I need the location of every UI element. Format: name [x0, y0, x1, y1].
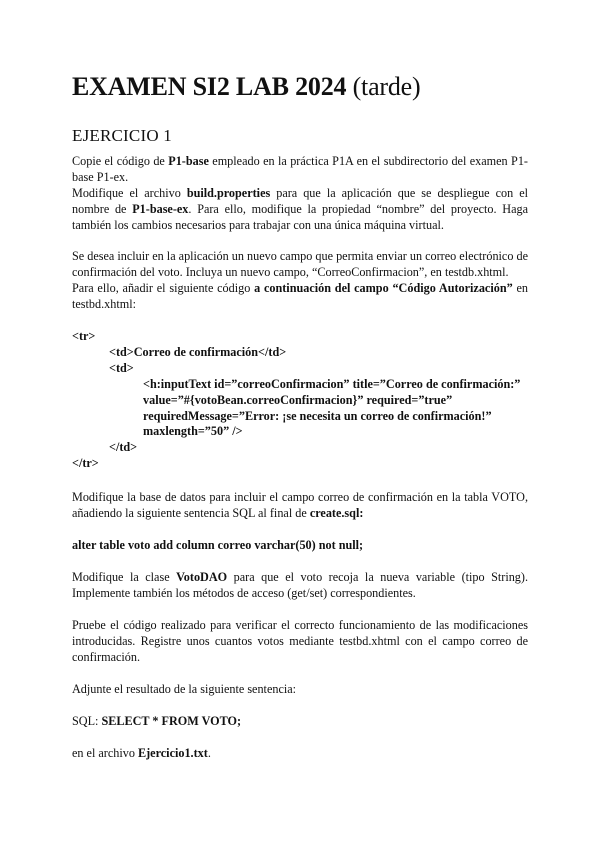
paragraph-copy-code [72, 154, 528, 234]
file-line [72, 746, 528, 762]
text-run: para que la aplicación que se despliegue con el nombre de [72, 185, 528, 216]
text-run: empleado en la práctica P1A en el subdirectorio del examen P1-base P1-ex. [72, 154, 528, 184]
paragraph-line: Adjunte el resultado de la siguiente sentencia: [72, 682, 297, 696]
bold-run: P1-base-ex [132, 201, 189, 216]
bold-run: SELECT * FROM VOTO; [101, 714, 242, 728]
code-line: <td>Correo de confirmación</td> [109, 344, 287, 359]
exercise-heading: EJERCICIO 1 [72, 126, 172, 145]
bold-run: VotoDAO [176, 570, 228, 584]
text-run: Modifique la clase [72, 570, 177, 584]
text-run: para que el voto recoja la nueva variable (tipo String). Implemente también los métodos de acceso (get/set) correspondientes. [72, 570, 528, 600]
bold-run: a continuación del campo “Código Autorización” [254, 280, 513, 295]
paragraph-line [72, 186, 528, 234]
code-line: value=”#{votoBean.correoConfirmacion}” required=”true” [143, 392, 453, 407]
paragraph-line [72, 570, 528, 602]
text-run: Modifique la base de datos para incluir el campo correo de confirmación en la tabla VOTO, añadiendo la siguiente sentencia SQL al final de [72, 490, 528, 520]
code-line: <td> [109, 360, 134, 375]
paragraph-database [72, 490, 528, 522]
paragraph-test [72, 618, 528, 666]
paragraph-votodao [72, 570, 528, 602]
bold-run: build.properties [186, 185, 271, 200]
code-line: maxlength=”50” /> [143, 424, 243, 439]
exam-title-bold: EXAMEN SI2 LAB 2024 [72, 72, 347, 101]
text-run: SQL: [72, 714, 102, 728]
bold-run: P1-base [168, 154, 209, 168]
bold-run: create.sql: [309, 505, 364, 520]
paragraph-line: Pruebe el código realizado para verificar el correcto funcionamiento de las modificaciones introducidas. Registre unos cuantos votos mediante testbd.xhtml con el campo correo de confirmación. [72, 618, 528, 664]
text-run: . [207, 746, 211, 760]
sql-statement [72, 538, 528, 554]
text-run: Modifique el archivo [72, 185, 187, 200]
code-line: requiredMessage=”Error: ¡se necesita un correo de confirmación!” [143, 408, 492, 423]
text-run: . Para ello, modifique la propiedad “nombre” del proyecto. Haga también los cambios necesarios para trabajar con una única máquina virtual. [72, 201, 529, 232]
paragraph-new-field [72, 249, 528, 313]
paragraph-line [72, 281, 528, 313]
sql-query-line [72, 714, 528, 730]
code-line: </tr> [72, 456, 99, 471]
code-line: </td> [109, 440, 138, 455]
exam-title-rest: (tarde) [346, 72, 421, 101]
paragraph-line [72, 490, 528, 522]
paragraph-attach [72, 682, 528, 698]
text-run: en el archivo [72, 746, 138, 760]
exam-title [72, 72, 420, 102]
paragraph-line: Se desea incluir en la aplicación un nuevo campo que permita enviar un correo electrónico de confirmación del voto. Incluya un nuevo campo, “CorreoConfirmacion”, en testdb.xhtml. [72, 249, 528, 279]
text-run: Para ello, añadir el siguiente código [72, 280, 255, 295]
code-line: <tr> [72, 329, 96, 343]
code-block [72, 329, 520, 472]
sql-statement-text: alter table voto add column correo varchar(50) not null; [72, 538, 364, 552]
code-line: <h:inputText id=”correoConfirmacion” title=”Correo de confirmación:” [143, 376, 521, 391]
paragraph-line [72, 154, 528, 186]
bold-run: Ejercicio1.txt [137, 746, 208, 760]
text-run: Copie el código de [72, 154, 169, 168]
text-run: en testbd.xhtml: [72, 280, 528, 311]
